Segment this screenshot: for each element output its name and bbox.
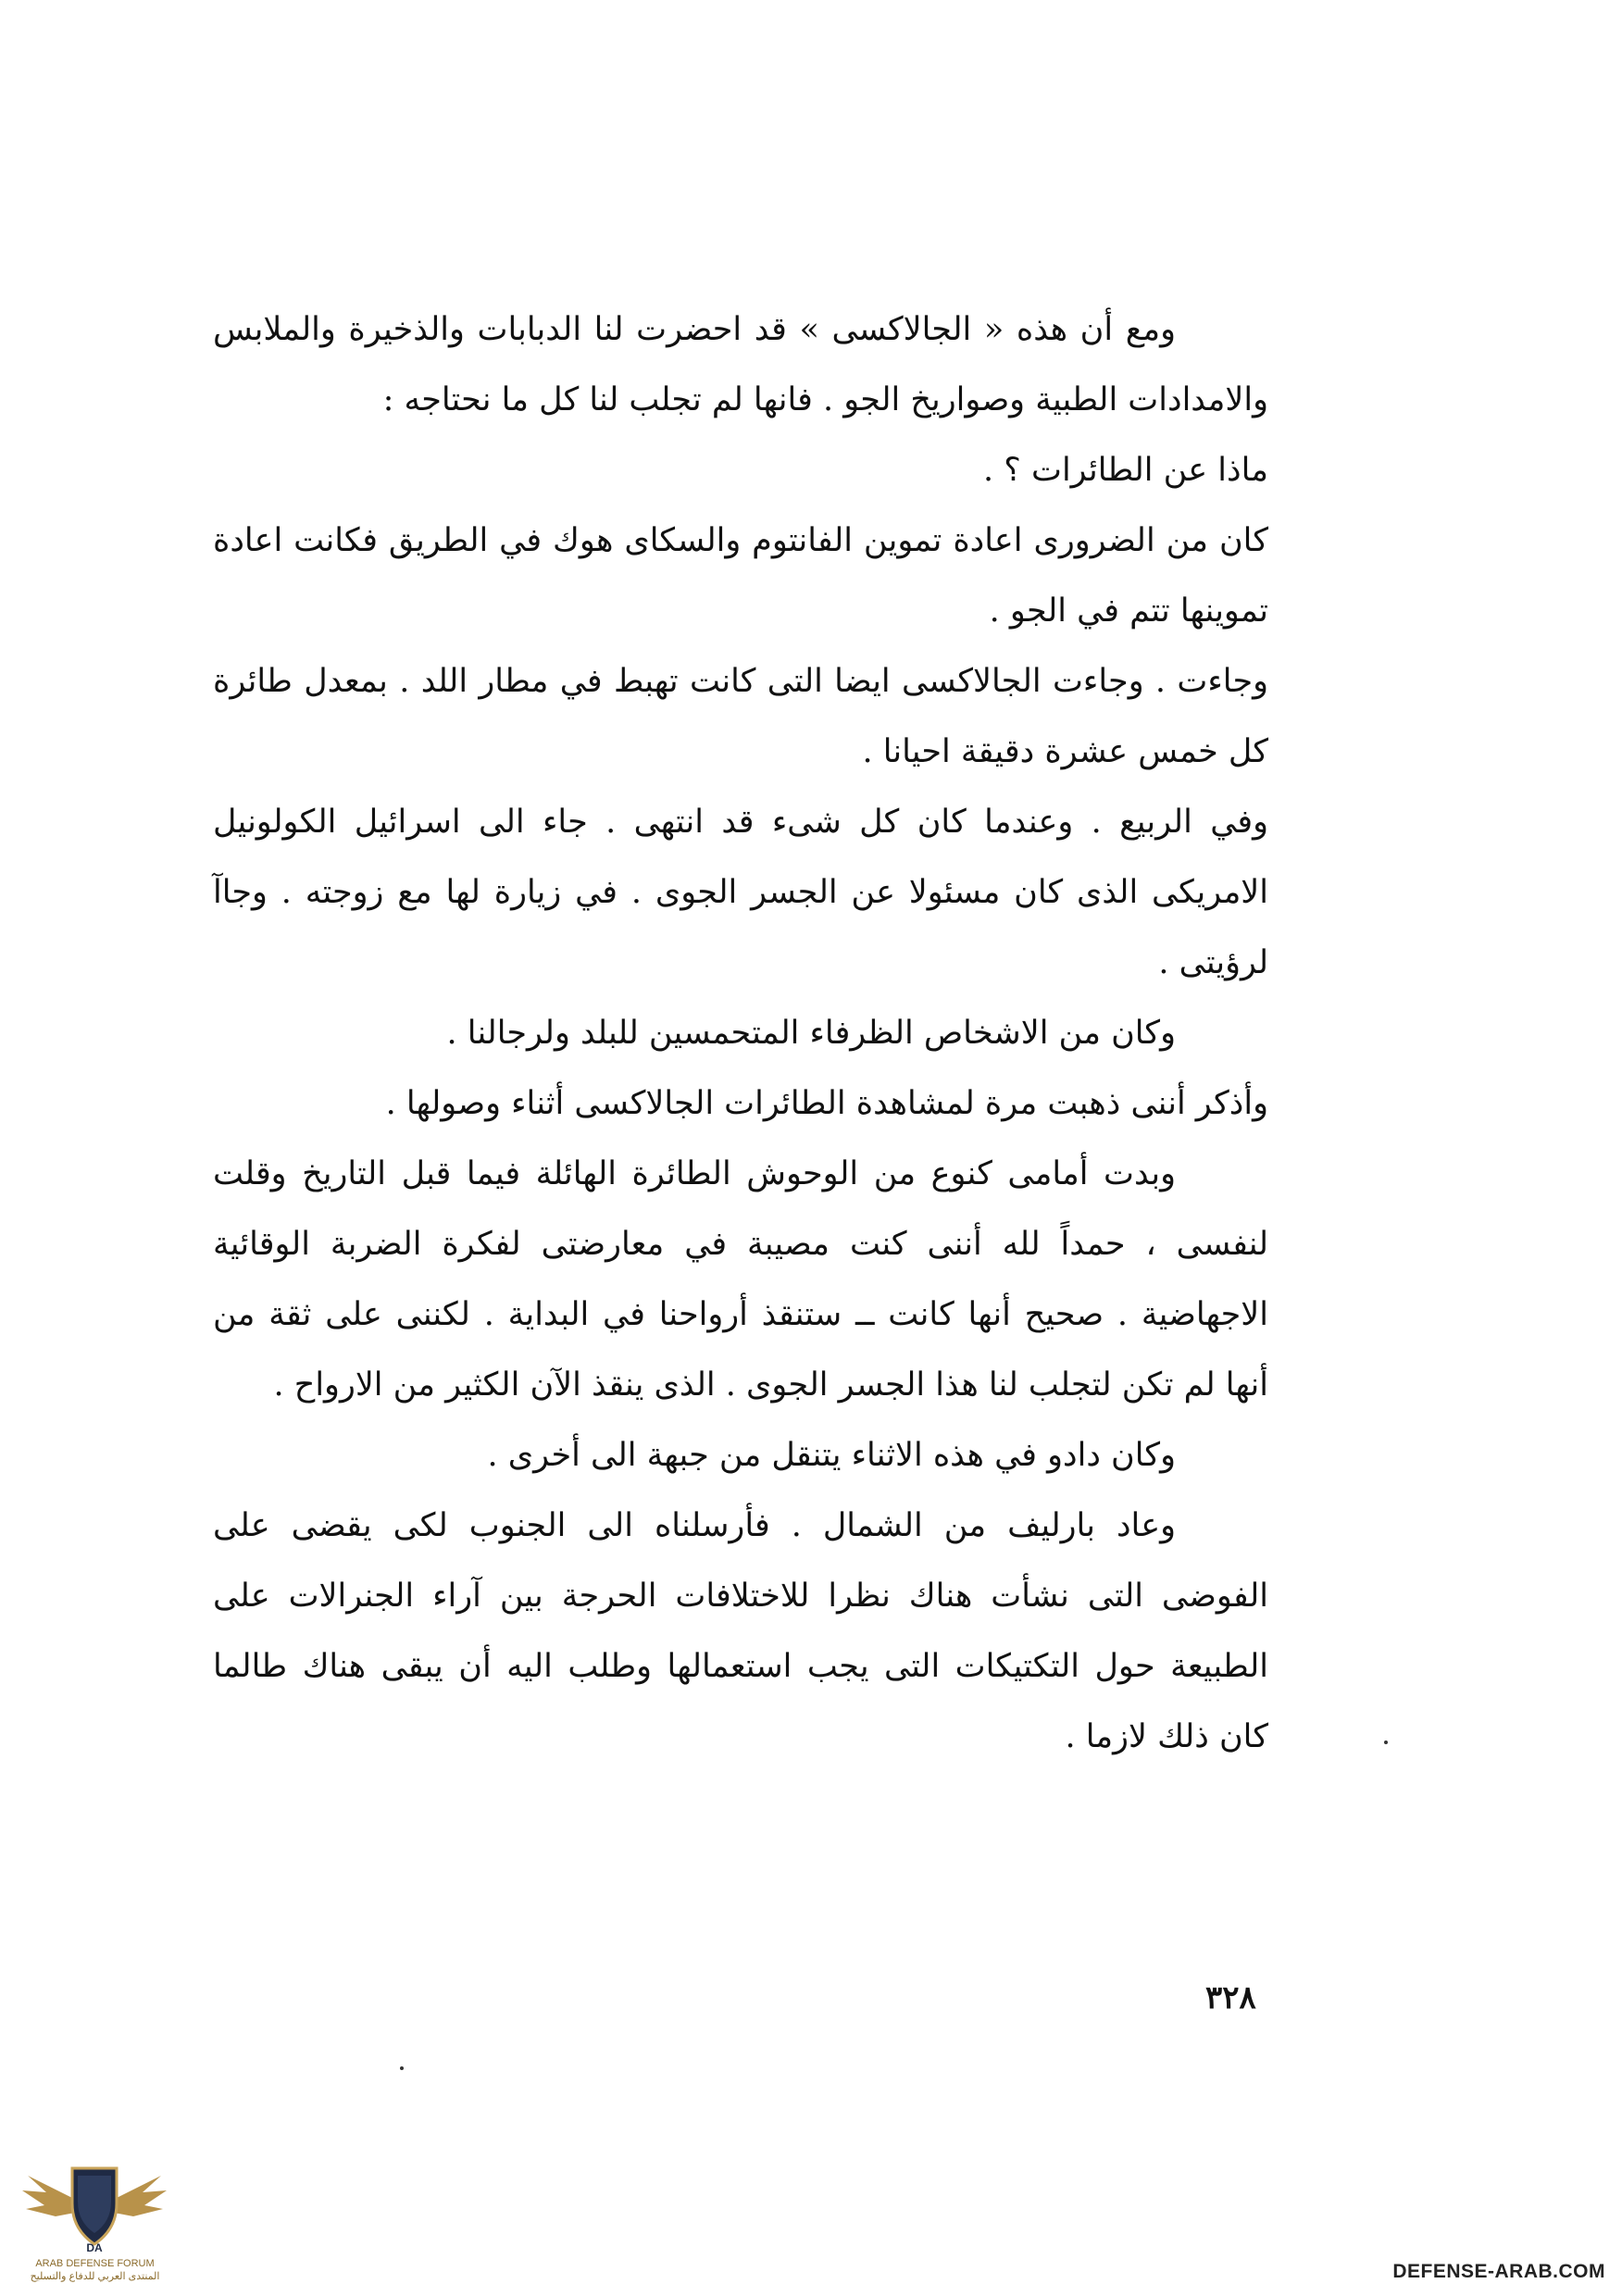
scan-speck (1384, 1741, 1388, 1744)
scan-speck (400, 2066, 404, 2070)
paragraph-8: وبدت أمامى كنوع من الوحوش الطائرة الهائلة فيما قبل التاريخ وقلت لنفسى ، حمداً لله أننى كنت مصيبة في معارضتى لفكرة الضربة الوقائية الاجهاضية . صحيح أنها كانت ــ ستنقذ أرواحنا في البداية . لكننى على ثقة من أنها لم تكن لتجلب لنا هذا الجسر الجوى . الذى ينقذ الآن الكثير من الارواح . (213, 1155, 1268, 1404)
paragraph-9: وكان دادو في هذه الاثناء يتنقل من جبهة الى أخرى . (487, 1437, 1176, 1474)
paragraph-5: وفي الربيع . وعندما كان كل شىء قد انتهى . جاء الى اسرائيل الكولونيل الامريكى الذى كان مسئولا عن الجسر الجوى . في زيارة لها مع زوجته . وجاآ لرؤيتى . (213, 804, 1268, 981)
paragraph-10: وعاد بارليف من الشمال . فأرسلناه الى الجنوب لكى يقضى على الفوضى التى نشأت هناك نظرا للاختلافات الحرجة بين آراء الجنرالات على الطبيعة حول التكتيكات التى يجب استعمالها وطلب اليه أن يبقى هناك طالما كان ذلك لازما . (213, 1507, 1268, 1755)
paragraph-3: كان من الضرورى اعادة تموين الفانتوم والسكاى هوك في الطريق فكانت اعادة تموينها تتم في الجو . (213, 522, 1268, 630)
watermark-url: DEFENSE-ARAB.COM (1392, 2261, 1605, 2282)
paragraph-7: وأذكر أننى ذهبت مرة لمشاهدة الطائرات الجالاكسى أثناء وصولها . (385, 1085, 1268, 1122)
paragraph-6: وكان من الاشخاص الظرفاء المتحمسين للبلد ولرجالنا . (446, 1015, 1176, 1052)
paragraph-2: ماذا عن الطائرات ؟ . (983, 452, 1268, 489)
body-text (213, 294, 1268, 1772)
logo-title-ar: المنتدى العربي للدفاع والتسليح (30, 2271, 160, 2282)
logo-initials: DA (86, 2241, 103, 2254)
paragraph-4: وجاءت . وجاءت الجالاكسى ايضا التى كانت تهبط في مطار اللد . بمعدل طائرة كل خمس عشرة دقيقة احيانا . (213, 663, 1268, 770)
forum-logo (9, 2155, 181, 2290)
eagle-shield-icon (9, 2155, 181, 2259)
paragraph-1: ومع أن هذه « الجالاكسى » قد احضرت لنا الدبابات والذخيرة والملابس والامدادات الطبية وصواريخ الجو . فانها لم تجلب لنا كل ما نحتاجه : (213, 311, 1268, 418)
logo-title-en: ARAB DEFENSE FORUM (35, 2258, 155, 2269)
page-number: ٣٢٨ (1205, 1979, 1256, 2016)
